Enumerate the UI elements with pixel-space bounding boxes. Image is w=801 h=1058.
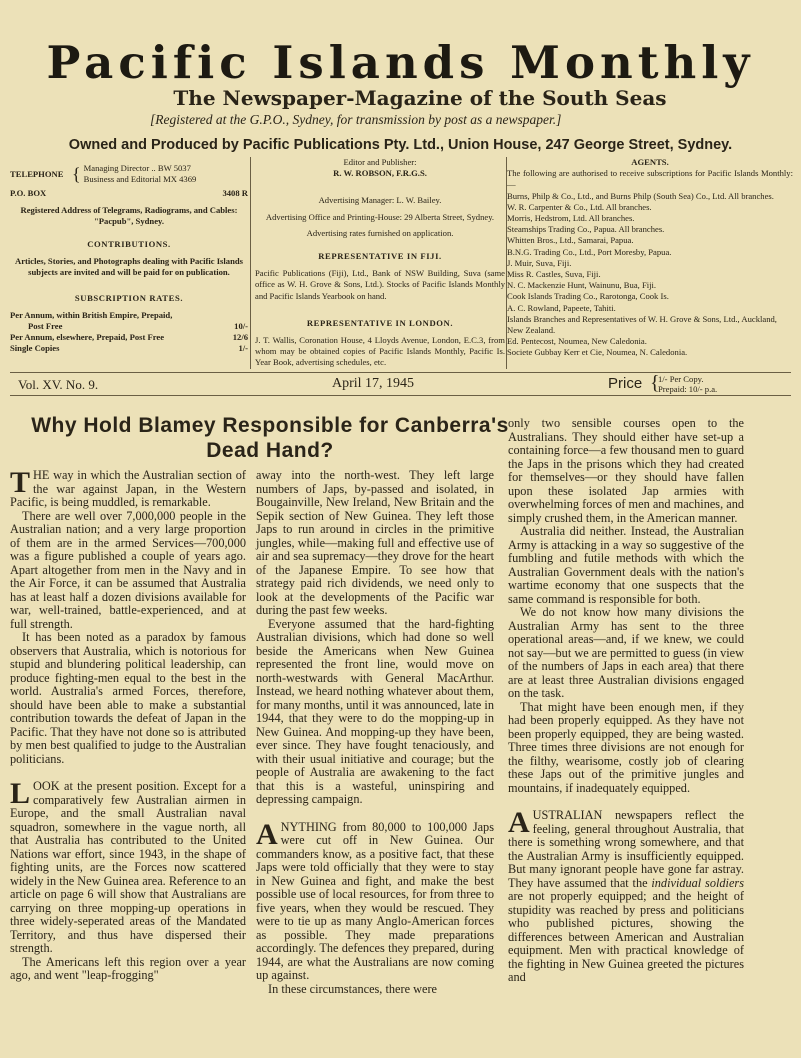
price-per-copy: 1/- Per Copy. xyxy=(658,374,704,384)
agents-list xyxy=(507,191,793,359)
magazine-title: Pacific Islands Monthly xyxy=(46,36,755,89)
paragraph: AUSTRALIAN newspapers reflect the feeling, general throughout Australia, that there is something wrong somewhere, and that the Australian Army is insufficiently equipped. But many ignorant people have gone far astray. They have assumed that the individual soldiers are not properly equipped; and the height of stupidity was reached by press and politicians who published pictures, showing the differences between American and Australian equipment. Men with practical knowledge of the fighting in New Guinea greeted the pictures and xyxy=(508,806,744,984)
agent-entry: J. Muir, Suva, Fiji. xyxy=(507,257,572,268)
telephone-label: TELEPHONE xyxy=(10,168,64,179)
subscription-line-1-cont: Post Free xyxy=(28,321,63,332)
subscription-value-2: 12/6 xyxy=(232,332,248,343)
paragraph: Everyone assumed that the hard-fighting Australian divisions, which had done so well beside the Americans when New Guinea represented the front line, would move on north-westwards with General MacArthur. Instead, we heard nothing whatever about them, for many months, until it was announced, late in 1944, that they were to do the mopping-up in New Guinea. And mopping-up they have been, ever since. They have fought tenaciously, and with their usual initiative and courage; but the people of Australia are awakening to the fact that this is a wasteful, uninspiring and depressing campaign. xyxy=(256,616,494,806)
agent-entry: W. R. Carpenter & Co., Ltd. All branches. xyxy=(507,201,652,212)
telegram-address: Registered Address of Telegrams, Radiograms, and Cables: "Pacpub", Sydney. xyxy=(20,204,238,226)
agent-entry: B.N.G. Trading Co., Ltd., Port Moresby, Papua. xyxy=(507,246,672,257)
drop-cap: A xyxy=(508,806,530,839)
agent-entry: Whitten Bros., Ltd., Samarai, Papua. xyxy=(507,235,634,246)
brace-icon: { xyxy=(72,164,81,185)
telephone-managing: Managing Director .. BW 5037 xyxy=(83,163,191,173)
issue-date: April 17, 1945 xyxy=(332,376,415,391)
advertising-manager: Advertising Manager: L. W. Bailey. xyxy=(318,195,442,206)
publisher-line: Owned and Produced by Pacific Publications Pty. Ltd., Union House, 247 George Street, Sydney. xyxy=(68,137,733,153)
drop-cap: L xyxy=(10,777,31,810)
fiji-rep-heading: REPRESENTATIVE IN FIJI. xyxy=(318,251,442,262)
subscription-line-2: Per Annum, elsewhere, Prepaid, Post Free xyxy=(10,332,165,343)
price-details xyxy=(658,374,717,394)
agent-entry: A. C. Rowland, Papeete, Tahiti. xyxy=(507,302,616,313)
paragraph: Australia did neither. Instead, the Australian Army is attacking in a way so suggestive of the fumbling and futile methods with which the Australian Government deals with the nation's wartime economy that one suspects that the same command is responsible for both. xyxy=(508,524,744,606)
po-box-value: 3408 R xyxy=(222,188,248,199)
agent-entry: N. C. Mackenzie Hunt, Wainunu, Bua, Fiji. xyxy=(507,280,657,291)
editorial-info-column xyxy=(255,157,505,369)
subscription-heading: SUBSCRIPTION RATES. xyxy=(74,292,184,303)
article-headline: Why Hold Blamey Responsible for Canberra's Dead Hand? xyxy=(31,414,509,462)
contributions-heading: CONTRIBUTIONS. xyxy=(87,239,171,250)
paragraph: The Americans left this region over a year ago, and went "leap-frogging" xyxy=(10,954,246,982)
agent-entry: Morris, Hedstrom, Ltd. All branches. xyxy=(507,213,635,224)
subscription-value-1: 10/- xyxy=(234,321,248,332)
agent-entry: Societe Gubbay Kerr et Cie, Noumea, N. Caledonia. xyxy=(507,347,688,358)
price-label: Price xyxy=(608,375,643,392)
brace-icon: { xyxy=(650,372,660,394)
agent-entry: Cook Islands Trading Co., Rarotonga, Cook Is. xyxy=(507,291,669,302)
london-rep-heading: REPRESENTATIVE IN LONDON. xyxy=(306,317,454,328)
subscription-line-1: Per Annum, within British Empire, Prepaid, xyxy=(10,309,173,320)
column-divider xyxy=(250,157,251,369)
article-column-3 xyxy=(508,417,744,985)
agents-column xyxy=(507,157,793,359)
telephone-business: Business and Editorial MX 4369 xyxy=(83,174,197,185)
paragraph: THE way in which the Australian section of the war against Japan, in the Western Pacific, is being muddled, is remarkable. xyxy=(10,466,246,509)
editor-label: Editor and Publisher: xyxy=(343,157,417,167)
magazine-subtitle: The Newspaper-Magazine of the South Seas xyxy=(173,86,667,110)
paragraph: only two sensible courses open to the Australians. They should either have set-up a containing force—a few thousand men to guard the Japs in the prisons which they had created for themselves—or they should have fallen upon these isolated Jap armies with overwhelming forces of men and machines, and simply crushed them, in the American manner. xyxy=(508,416,744,525)
london-rep-text: J. T. Wallis, Coronation House, 4 Lloyds Avenue, London, E.C.3, from whom may be obtained copies of Pacific Islands Monthly, Pacific Is. Year Book, advertising schedules, etc. xyxy=(255,335,505,368)
agent-entry: Burns, Philp & Co., Ltd., and Burns Philp (South Sea) Co., Ltd. All branches. xyxy=(507,190,774,201)
agent-entry: Steamships Trading Co., Papua. All branches. xyxy=(507,224,665,235)
article-column-2 xyxy=(256,469,494,996)
agent-entry: Islands Branches and Representatives of W. H. Grove & Sons, Ltd., Auckland, New Zealand. xyxy=(507,313,777,336)
editor-name: R. W. ROBSON, F.R.G.S. xyxy=(333,168,427,179)
agents-heading: AGENTS. xyxy=(631,157,669,167)
subscription-value-3: 1/- xyxy=(238,343,248,354)
paragraph: In these circumstances, there were xyxy=(268,981,437,996)
drop-cap: A xyxy=(256,817,278,851)
paragraph: LOOK at the present position. Except for a comparatively few Australian airmen in Europe, and the small Australian naval squadron, somewhere in the vague north, all that Australia has contributed to the United Nations war effort, since 1943, in the shape of fighting units, are the Forces now scattered widely in the New Guinea area. Reference to an article on page 6 will show that Australians are carrying on three mopping-up operations in three widely-seperated areas of the Mandated Territory, and thus have dispersed their strength. xyxy=(10,777,246,955)
agents-intro: The following are authorised to receive subscriptions for Pacific Islands Monthly:— xyxy=(507,168,793,190)
agent-entry: Miss R. Castles, Suva, Fiji. xyxy=(507,269,601,280)
volume-number: Vol. XV. No. 9. xyxy=(18,377,99,392)
po-box-label: P.O. BOX xyxy=(10,188,47,199)
paragraph: away into the north-west. They left large numbers of Japs, by-passed and isolated, in Bougainville, New Ireland, New Britain and the Sepik section of New Guinea. They left those Japs to run around in circles in the primitive jungles, while—making full and effective use of air and sea supremacy—they drove for the heart of the Japanese Empire. To see how that strategy paid rich dividends, we need only to look at the developments of the Pacific war during the past few weeks. xyxy=(256,468,494,617)
fiji-rep-text: Pacific Publications (Fiji), Ltd., Bank of NSW Building, Suva (same office as W. H. Grove & Sons, Ltd.). Stocks of Pacific Islands Monthly and Pacific Islands Yearbook on hand. xyxy=(255,268,505,301)
advertising-office: Advertising Office and Printing-House: 29 Alberta Street, Sydney. xyxy=(265,211,495,222)
paragraph: We do not know how many divisions the Australian Army has sent to the three operational areas—and, if we knew, we could not say—but we are permitted to guess (in view of the numbers of Japs in each area) that there are at least three Australian divisions engaged on the task. xyxy=(508,605,744,700)
dateline-bar xyxy=(10,372,791,396)
paragraph: That might have been enough men, if they had been properly equipped. As they have not been properly equipped, they are being wasted. Three times three divisions are not enough for the filthy, wearisome, costly job of clearing these Japs out of the primitive jungles and mountains, if inadequately equipped. xyxy=(508,699,744,795)
contributions-text: Articles, Stories, and Photographs dealing with Pacific Islands subjects are invited and will be paid for on publication. xyxy=(15,256,243,278)
registration-note: [Registered at the G.P.O., Sydney, for transmission by post as a newspaper.] xyxy=(150,112,562,127)
article-column-1 xyxy=(10,466,246,983)
price-prepaid: Prepaid: 10/- p.a. xyxy=(658,384,718,394)
agent-entry: Ed. Pentecost, Noumea, New Caledonia. xyxy=(507,336,647,347)
paragraph: It has been noted as a paradox by famous observers that Australia, which is notorious for stupid and blundering political leadership, can produce fighting-men equal to the best in the world. Australia's armed Forces, therefore, should have been able to make a substantial contribution towards the defeat of Japan in the Pacific. That they have not done so is attributed by men best qualified to judge to the Australian politicians. xyxy=(10,630,246,766)
subscription-line-3: Single Copies xyxy=(10,343,60,354)
advertising-rates: Advertising rates furnished on application. xyxy=(306,227,454,238)
drop-cap: T xyxy=(10,466,31,499)
contact-info-column xyxy=(10,157,248,355)
paragraph: There are well over 7,000,000 people in the Australian nation; and a very large proportion of them are in the armed Services—700,000 was a figure published a couple of years ago. Apart altogether from men in the Navy and in the Air Force, it can be assumed that Australia has at least half a dozen divisions available for war, well-trained, battle-experienced, and at full strength. xyxy=(10,508,246,631)
paragraph: ANYTHING from 80,000 to 100,000 Japs were cut off in New Guinea. Our commanders know, as a positive fact, that these Japs were told officially that they were to stay in New Guinea and fight, and make the best possible use of local resources, for from three to five years, when they would be rescued. They were to tie up as many Anglo-American forces as possible. They made preparations accordingly. The defences they prepared, during 1944, are what the Australians are now coming up against. xyxy=(256,817,494,982)
